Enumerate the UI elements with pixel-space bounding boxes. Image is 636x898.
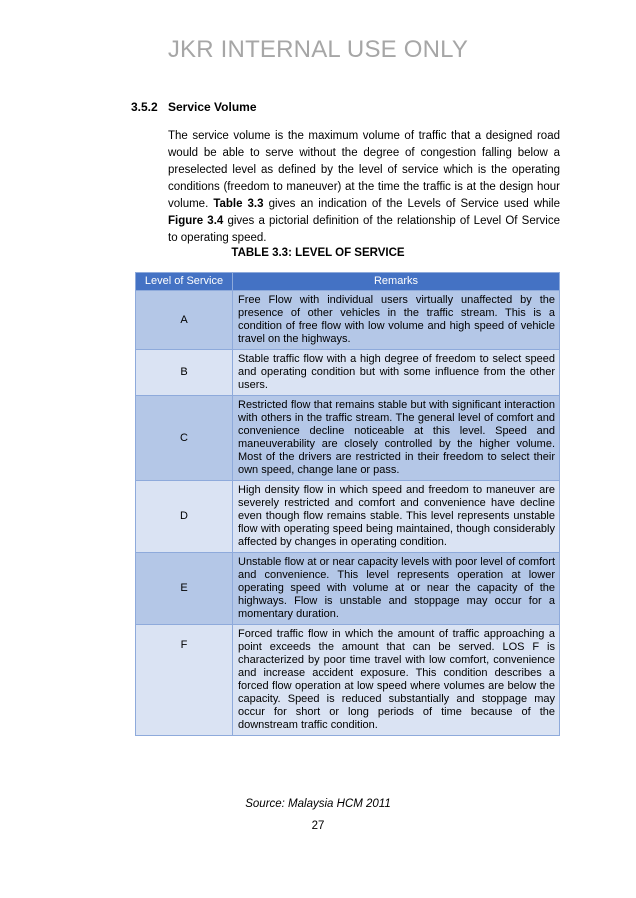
level-cell: C: [136, 396, 233, 481]
remarks-cell: Free Flow with individual users virtually unaffected by the presence of other vehicles in the traffic stream. This is a condition of free flow with low volume and high speed of vehicle travel on the highways.: [233, 291, 560, 350]
level-cell: E: [136, 553, 233, 625]
body-paragraph: [168, 128, 560, 247]
remarks-cell: Forced traffic flow in which the amount of traffic approaching a point exceeds the amount that can be served. LOS F is characterized by poor time travel with low comfort, convenience and increase accident exposure. This condition describes a forced flow operation at low speed where volumes are below the capacity. Speed is reduced substantially and stoppage may occur for short or long periods of time because of the downstream traffic condition.: [233, 625, 560, 736]
header-remarks: Remarks: [233, 273, 560, 291]
table-source: Source: Malaysia HCM 2011: [245, 798, 391, 810]
level-of-service-table: [135, 272, 560, 736]
remarks-cell: Stable traffic flow with a high degree of freedom to select speed and operating condition but with some influence from the other users.: [233, 350, 560, 396]
table-row: [136, 625, 560, 736]
table-reference: Table 3.3: [213, 198, 264, 210]
header-level: Level of Service: [136, 273, 233, 291]
level-cell: A: [136, 291, 233, 350]
section-number: 3.5.2: [131, 100, 158, 114]
document-header: JKR INTERNAL USE ONLY: [167, 36, 469, 63]
table-row: [136, 396, 560, 481]
remarks-cell: High density flow in which speed and freedom to maneuver are severely restricted and comfort and convenience have decline even though flow remains stable. This level represents unstable flow with operating speed being maintained, though considerably affected by changes in operating condition.: [233, 481, 560, 553]
level-cell: F: [136, 625, 233, 736]
table-row: [136, 553, 560, 625]
paragraph-text-2: gives an indication of the Levels of Service used while: [263, 198, 561, 210]
figure-reference: Figure 3.4: [168, 215, 224, 227]
page-number: 27: [311, 820, 325, 832]
paragraph-text-1: The service volume is the maximum volume of traffic that a designed road would be able to serve without the degree of congestion falling below a preselected level as defined by the level of service which is the operating conditions (freedom to maneuver) at the time the traffic is at the design hour volume.: [168, 130, 560, 210]
section-title: Service Volume: [168, 100, 257, 114]
table-header-row: [136, 273, 560, 291]
remarks-cell: Unstable flow at or near capacity levels with poor level of comfort and convenience. This level represents operation at lower operating speed with volume at or near the capacity of the highways. Flow is unstable and stoppage may occur for a momentary duration.: [233, 553, 560, 625]
remarks-cell: Restricted flow that remains stable but with significant interaction with others in the traffic stream. The general level of comfort and convenience decline noticeable at this level. Speed and maneuverability are closely controlled by the higher volume. Most of the drivers are restricted in their freedom to select their own speed, change lane or pass.: [233, 396, 560, 481]
level-cell: D: [136, 481, 233, 553]
paragraph-text-3: gives a pictorial definition of the relationship of Level Of Service to operating speed.: [168, 215, 560, 244]
table-title: TABLE 3.3: LEVEL OF SERVICE: [231, 247, 405, 259]
table-row: [136, 481, 560, 553]
section-heading: [131, 100, 257, 114]
table-row: [136, 291, 560, 350]
level-cell: B: [136, 350, 233, 396]
table-row: [136, 350, 560, 396]
